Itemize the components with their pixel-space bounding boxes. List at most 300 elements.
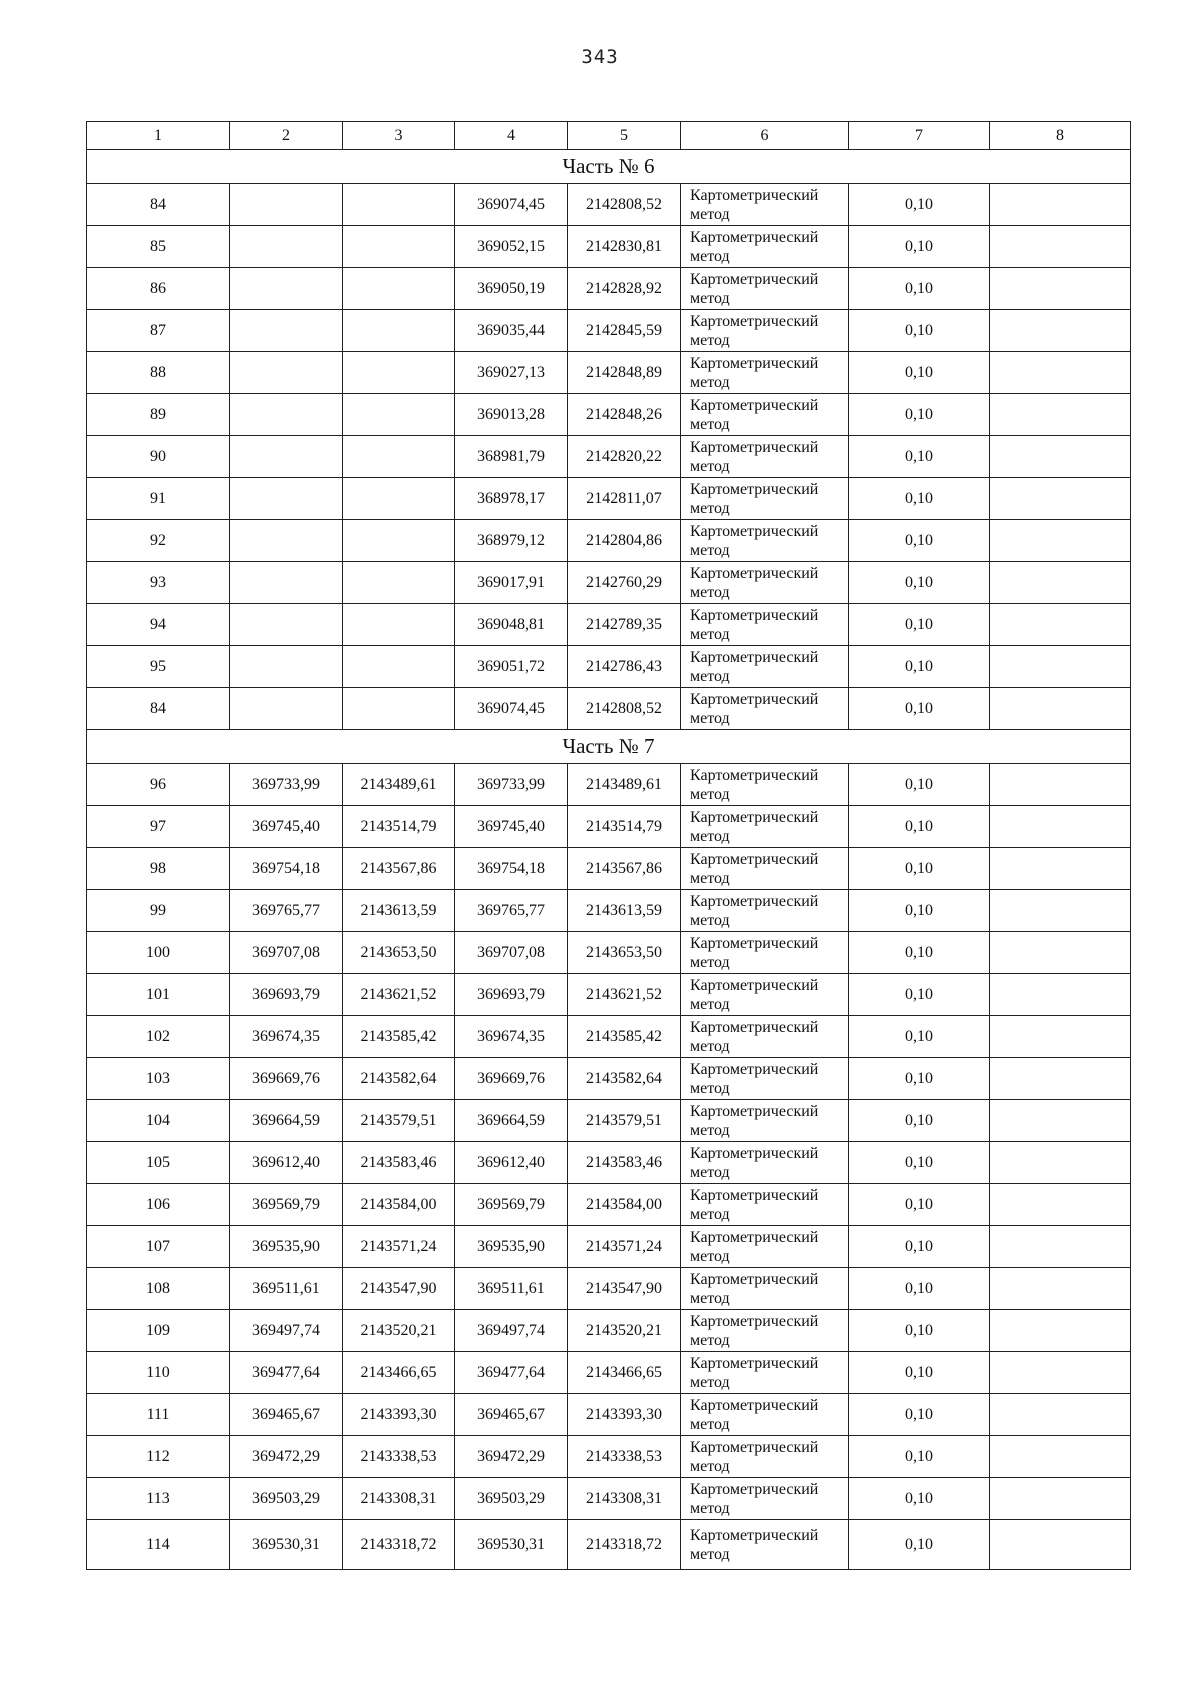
- y-new-cell: 2142828,92: [568, 268, 681, 310]
- point-number-cell: 110: [87, 1352, 230, 1394]
- x-new-cell: 368979,12: [455, 520, 568, 562]
- method-line-1: Картометрический: [690, 1354, 819, 1372]
- x-new-cell: 369472,29: [455, 1436, 568, 1478]
- method-cell: [681, 604, 849, 646]
- x-old-cell: [230, 226, 343, 268]
- point-number-cell: 114: [87, 1520, 230, 1570]
- y-old-cell: 2143514,79: [343, 806, 455, 848]
- method-line-2: метод: [690, 1037, 730, 1055]
- y-new-cell: 2143613,59: [568, 890, 681, 932]
- y-old-cell: 2143583,46: [343, 1142, 455, 1184]
- table-row: [87, 646, 1131, 688]
- accuracy-cell: 0,10: [849, 974, 990, 1016]
- note-cell: [990, 890, 1131, 932]
- table-row: [87, 688, 1131, 730]
- x-new-cell: 369707,08: [455, 932, 568, 974]
- method-line-2: метод: [690, 827, 730, 845]
- point-number-cell: 112: [87, 1436, 230, 1478]
- point-number-cell: 86: [87, 268, 230, 310]
- x-new-cell: 369765,77: [455, 890, 568, 932]
- note-cell: [990, 1394, 1131, 1436]
- accuracy-cell: 0,10: [849, 1478, 990, 1520]
- method-line-2: метод: [690, 373, 730, 391]
- accuracy-cell: 0,10: [849, 226, 990, 268]
- method-line-1: Картометрический: [690, 564, 819, 582]
- method-line-1: Картометрический: [690, 934, 819, 952]
- method-line-1: Картометрический: [690, 892, 819, 910]
- accuracy-cell: 0,10: [849, 1058, 990, 1100]
- point-number-cell: 84: [87, 688, 230, 730]
- method-cell: [681, 520, 849, 562]
- y-new-cell: 2143585,42: [568, 1016, 681, 1058]
- x-old-cell: 369511,61: [230, 1268, 343, 1310]
- x-new-cell: 369050,19: [455, 268, 568, 310]
- y-new-cell: 2143489,61: [568, 764, 681, 806]
- method-cell: [681, 310, 849, 352]
- x-old-cell: 369612,40: [230, 1142, 343, 1184]
- method-line-1: Картометрический: [690, 690, 819, 708]
- note-cell: [990, 1310, 1131, 1352]
- table-row: [87, 268, 1131, 310]
- x-old-cell: 369669,76: [230, 1058, 343, 1100]
- y-new-cell: 2142848,26: [568, 394, 681, 436]
- y-old-cell: 2143579,51: [343, 1100, 455, 1142]
- x-old-cell: [230, 436, 343, 478]
- method-line-1: Картометрический: [690, 480, 819, 498]
- accuracy-cell: 0,10: [849, 268, 990, 310]
- y-old-cell: [343, 184, 455, 226]
- y-old-cell: [343, 646, 455, 688]
- method-line-2: метод: [690, 1205, 730, 1223]
- note-cell: [990, 1268, 1131, 1310]
- note-cell: [990, 1100, 1131, 1142]
- x-new-cell: 369530,31: [455, 1520, 568, 1570]
- point-number-cell: 98: [87, 848, 230, 890]
- section-header-row: [87, 730, 1131, 764]
- method-cell: [681, 268, 849, 310]
- note-cell: [990, 1520, 1131, 1570]
- x-old-cell: [230, 310, 343, 352]
- x-old-cell: [230, 352, 343, 394]
- table-row: [87, 1520, 1131, 1570]
- x-old-cell: [230, 478, 343, 520]
- method-cell: [681, 1058, 849, 1100]
- table-body: [87, 122, 1131, 1570]
- method-line-1: Картометрический: [690, 1526, 819, 1544]
- point-number-cell: 88: [87, 352, 230, 394]
- method-line-2: метод: [690, 625, 730, 643]
- note-cell: [990, 1016, 1131, 1058]
- accuracy-cell: 0,10: [849, 1184, 990, 1226]
- method-line-2: метод: [690, 1457, 730, 1475]
- method-cell: [681, 1100, 849, 1142]
- x-new-cell: 369074,45: [455, 184, 568, 226]
- x-old-cell: [230, 184, 343, 226]
- x-old-cell: 369707,08: [230, 932, 343, 974]
- method-cell: [681, 848, 849, 890]
- table-row: [87, 1268, 1131, 1310]
- x-new-cell: 369664,59: [455, 1100, 568, 1142]
- table-row: [87, 1310, 1131, 1352]
- y-new-cell: 2143584,00: [568, 1184, 681, 1226]
- method-line-2: метод: [690, 869, 730, 887]
- y-new-cell: 2142848,89: [568, 352, 681, 394]
- note-cell: [990, 1058, 1131, 1100]
- x-old-cell: 369530,31: [230, 1520, 343, 1570]
- method-cell: [681, 890, 849, 932]
- x-new-cell: 369017,91: [455, 562, 568, 604]
- note-cell: [990, 604, 1131, 646]
- table-row: [87, 1352, 1131, 1394]
- x-new-cell: 369465,67: [455, 1394, 568, 1436]
- x-new-cell: 369477,64: [455, 1352, 568, 1394]
- method-line-1: Картометрический: [690, 808, 819, 826]
- y-old-cell: [343, 520, 455, 562]
- method-line-1: Картометрический: [690, 1102, 819, 1120]
- method-cell: [681, 764, 849, 806]
- table-row: [87, 1100, 1131, 1142]
- method-cell: [681, 352, 849, 394]
- method-line-2: метод: [690, 457, 730, 475]
- accuracy-cell: 0,10: [849, 806, 990, 848]
- x-old-cell: 369497,74: [230, 1310, 343, 1352]
- table-row: [87, 1436, 1131, 1478]
- note-cell: [990, 394, 1131, 436]
- accuracy-cell: 0,10: [849, 890, 990, 932]
- method-line-1: Картометрический: [690, 1396, 819, 1414]
- accuracy-cell: 0,10: [849, 1226, 990, 1268]
- note-cell: [990, 436, 1131, 478]
- x-old-cell: 369503,29: [230, 1478, 343, 1520]
- note-cell: [990, 806, 1131, 848]
- point-number-cell: 102: [87, 1016, 230, 1058]
- column-number: 7: [849, 122, 990, 150]
- y-new-cell: 2142786,43: [568, 646, 681, 688]
- accuracy-cell: 0,10: [849, 1142, 990, 1184]
- accuracy-cell: 0,10: [849, 1100, 990, 1142]
- note-cell: [990, 520, 1131, 562]
- point-number-cell: 104: [87, 1100, 230, 1142]
- method-line-2: метод: [690, 1289, 730, 1307]
- table-row: [87, 890, 1131, 932]
- method-line-1: Картометрический: [690, 766, 819, 784]
- point-number-cell: 89: [87, 394, 230, 436]
- x-new-cell: 369754,18: [455, 848, 568, 890]
- method-cell: [681, 1184, 849, 1226]
- method-line-1: Картометрический: [690, 850, 819, 868]
- table-row: [87, 1184, 1131, 1226]
- x-new-cell: 369674,35: [455, 1016, 568, 1058]
- point-number-cell: 100: [87, 932, 230, 974]
- y-new-cell: 2143582,64: [568, 1058, 681, 1100]
- x-old-cell: 369472,29: [230, 1436, 343, 1478]
- note-cell: [990, 688, 1131, 730]
- column-number: 1: [87, 122, 230, 150]
- table-row: [87, 226, 1131, 268]
- x-old-cell: [230, 562, 343, 604]
- accuracy-cell: 0,10: [849, 1268, 990, 1310]
- accuracy-cell: 0,10: [849, 352, 990, 394]
- note-cell: [990, 1226, 1131, 1268]
- note-cell: [990, 1184, 1131, 1226]
- x-old-cell: 369745,40: [230, 806, 343, 848]
- point-number-cell: 106: [87, 1184, 230, 1226]
- point-number-cell: 96: [87, 764, 230, 806]
- x-new-cell: 369693,79: [455, 974, 568, 1016]
- accuracy-cell: 0,10: [849, 1016, 990, 1058]
- y-old-cell: [343, 436, 455, 478]
- method-line-2: метод: [690, 583, 730, 601]
- accuracy-cell: 0,10: [849, 848, 990, 890]
- method-line-2: метод: [690, 1121, 730, 1139]
- method-cell: [681, 688, 849, 730]
- method-cell: [681, 226, 849, 268]
- x-new-cell: 369051,72: [455, 646, 568, 688]
- x-old-cell: 369733,99: [230, 764, 343, 806]
- method-cell: [681, 1310, 849, 1352]
- x-old-cell: [230, 520, 343, 562]
- note-cell: [990, 646, 1131, 688]
- x-new-cell: 369535,90: [455, 1226, 568, 1268]
- accuracy-cell: 0,10: [849, 688, 990, 730]
- point-number-cell: 111: [87, 1394, 230, 1436]
- accuracy-cell: 0,10: [849, 436, 990, 478]
- method-line-1: Картометрический: [690, 186, 819, 204]
- method-line-2: метод: [690, 1331, 730, 1349]
- y-new-cell: 2143653,50: [568, 932, 681, 974]
- accuracy-cell: 0,10: [849, 394, 990, 436]
- column-number: 3: [343, 122, 455, 150]
- method-line-2: метод: [690, 709, 730, 727]
- note-cell: [990, 1142, 1131, 1184]
- accuracy-cell: 0,10: [849, 1394, 990, 1436]
- method-line-2: метод: [690, 995, 730, 1013]
- x-new-cell: 369669,76: [455, 1058, 568, 1100]
- point-number-cell: 94: [87, 604, 230, 646]
- method-line-1: Картометрический: [690, 1270, 819, 1288]
- x-new-cell: 368981,79: [455, 436, 568, 478]
- method-line-1: Картометрический: [690, 1228, 819, 1246]
- y-old-cell: [343, 478, 455, 520]
- x-new-cell: 369733,99: [455, 764, 568, 806]
- method-cell: [681, 1478, 849, 1520]
- note-cell: [990, 1478, 1131, 1520]
- method-line-2: метод: [690, 415, 730, 433]
- method-cell: [681, 1226, 849, 1268]
- point-number-cell: 84: [87, 184, 230, 226]
- y-new-cell: 2142789,35: [568, 604, 681, 646]
- method-line-2: метод: [690, 785, 730, 803]
- y-old-cell: 2143520,21: [343, 1310, 455, 1352]
- y-new-cell: 2143583,46: [568, 1142, 681, 1184]
- method-line-2: метод: [690, 1079, 730, 1097]
- table-row: [87, 352, 1131, 394]
- method-cell: [681, 436, 849, 478]
- method-line-1: Картометрический: [690, 354, 819, 372]
- accuracy-cell: 0,10: [849, 604, 990, 646]
- table-row: [87, 764, 1131, 806]
- method-line-1: Картометрический: [690, 1144, 819, 1162]
- accuracy-cell: 0,10: [849, 646, 990, 688]
- y-old-cell: [343, 604, 455, 646]
- x-new-cell: 369497,74: [455, 1310, 568, 1352]
- y-new-cell: 2142760,29: [568, 562, 681, 604]
- note-cell: [990, 1436, 1131, 1478]
- y-new-cell: 2142845,59: [568, 310, 681, 352]
- method-cell: [681, 478, 849, 520]
- y-new-cell: 2142820,22: [568, 436, 681, 478]
- column-number: 8: [990, 122, 1131, 150]
- method-cell: [681, 1268, 849, 1310]
- y-new-cell: 2142808,52: [568, 184, 681, 226]
- x-old-cell: [230, 268, 343, 310]
- method-line-1: Картометрический: [690, 976, 819, 994]
- method-line-2: метод: [690, 289, 730, 307]
- point-number-cell: 109: [87, 1310, 230, 1352]
- x-new-cell: 369745,40: [455, 806, 568, 848]
- x-new-cell: 369511,61: [455, 1268, 568, 1310]
- method-line-1: Картометрический: [690, 438, 819, 456]
- page-number: 343: [581, 46, 619, 68]
- y-new-cell: 2143318,72: [568, 1520, 681, 1570]
- accuracy-cell: 0,10: [849, 1352, 990, 1394]
- point-number-cell: 92: [87, 520, 230, 562]
- method-cell: [681, 932, 849, 974]
- point-number-cell: 95: [87, 646, 230, 688]
- point-number-cell: 85: [87, 226, 230, 268]
- method-line-1: Картометрический: [690, 1018, 819, 1036]
- accuracy-cell: 0,10: [849, 520, 990, 562]
- y-old-cell: [343, 268, 455, 310]
- accuracy-cell: 0,10: [849, 562, 990, 604]
- method-cell: [681, 1520, 849, 1570]
- y-new-cell: 2143338,53: [568, 1436, 681, 1478]
- table-row: [87, 848, 1131, 890]
- y-old-cell: 2143547,90: [343, 1268, 455, 1310]
- y-new-cell: 2142804,86: [568, 520, 681, 562]
- x-new-cell: 369052,15: [455, 226, 568, 268]
- point-number-cell: 108: [87, 1268, 230, 1310]
- y-new-cell: 2143308,31: [568, 1478, 681, 1520]
- method-line-2: метод: [690, 247, 730, 265]
- note-cell: [990, 310, 1131, 352]
- table-row: [87, 1394, 1131, 1436]
- note-cell: [990, 974, 1131, 1016]
- note-cell: [990, 352, 1131, 394]
- method-line-2: метод: [690, 1415, 730, 1433]
- method-cell: [681, 1352, 849, 1394]
- method-line-1: Картометрический: [690, 312, 819, 330]
- note-cell: [990, 268, 1131, 310]
- x-old-cell: 369664,59: [230, 1100, 343, 1142]
- accuracy-cell: 0,10: [849, 1520, 990, 1570]
- y-old-cell: [343, 562, 455, 604]
- column-number: 4: [455, 122, 568, 150]
- x-old-cell: 369693,79: [230, 974, 343, 1016]
- table-row: [87, 604, 1131, 646]
- y-old-cell: [343, 310, 455, 352]
- point-number-cell: 87: [87, 310, 230, 352]
- table-row: [87, 436, 1131, 478]
- table-row: [87, 1058, 1131, 1100]
- method-line-2: метод: [690, 1545, 730, 1563]
- column-number-row: [87, 122, 1131, 150]
- method-line-2: метод: [690, 1373, 730, 1391]
- method-line-2: метод: [690, 205, 730, 223]
- method-cell: [681, 394, 849, 436]
- y-old-cell: 2143584,00: [343, 1184, 455, 1226]
- y-old-cell: 2143653,50: [343, 932, 455, 974]
- y-new-cell: 2143514,79: [568, 806, 681, 848]
- method-line-1: Картометрический: [690, 1438, 819, 1456]
- method-cell: [681, 1436, 849, 1478]
- point-number-cell: 93: [87, 562, 230, 604]
- x-old-cell: 369535,90: [230, 1226, 343, 1268]
- method-line-1: Картометрический: [690, 648, 819, 666]
- method-line-2: метод: [690, 1499, 730, 1517]
- x-new-cell: 369035,44: [455, 310, 568, 352]
- table-row: [87, 932, 1131, 974]
- method-line-2: метод: [690, 499, 730, 517]
- coordinates-table: [86, 121, 1131, 1570]
- x-new-cell: 369013,28: [455, 394, 568, 436]
- x-new-cell: 369048,81: [455, 604, 568, 646]
- note-cell: [990, 184, 1131, 226]
- table-row: [87, 974, 1131, 1016]
- y-new-cell: 2143621,52: [568, 974, 681, 1016]
- x-new-cell: 369027,13: [455, 352, 568, 394]
- method-line-1: Картометрический: [690, 270, 819, 288]
- point-number-cell: 99: [87, 890, 230, 932]
- y-old-cell: [343, 394, 455, 436]
- y-new-cell: 2142830,81: [568, 226, 681, 268]
- x-new-cell: 368978,17: [455, 478, 568, 520]
- accuracy-cell: 0,10: [849, 310, 990, 352]
- x-old-cell: 369465,67: [230, 1394, 343, 1436]
- method-line-1: Картометрический: [690, 1480, 819, 1498]
- accuracy-cell: 0,10: [849, 764, 990, 806]
- y-new-cell: 2143547,90: [568, 1268, 681, 1310]
- point-number-cell: 103: [87, 1058, 230, 1100]
- table-row: [87, 310, 1131, 352]
- method-cell: [681, 974, 849, 1016]
- column-number: 6: [681, 122, 849, 150]
- table-row: [87, 394, 1131, 436]
- x-old-cell: 369674,35: [230, 1016, 343, 1058]
- x-new-cell: 369503,29: [455, 1478, 568, 1520]
- method-cell: [681, 184, 849, 226]
- method-line-1: Картометрический: [690, 522, 819, 540]
- y-new-cell: 2143579,51: [568, 1100, 681, 1142]
- note-cell: [990, 932, 1131, 974]
- x-old-cell: 369569,79: [230, 1184, 343, 1226]
- note-cell: [990, 226, 1131, 268]
- method-line-1: Картометрический: [690, 228, 819, 246]
- x-old-cell: [230, 646, 343, 688]
- y-new-cell: 2143393,30: [568, 1394, 681, 1436]
- y-old-cell: 2143466,65: [343, 1352, 455, 1394]
- point-number-cell: 91: [87, 478, 230, 520]
- y-new-cell: 2143520,21: [568, 1310, 681, 1352]
- table-row: [87, 1142, 1131, 1184]
- method-cell: [681, 562, 849, 604]
- section-title: Часть № 7: [87, 730, 1131, 764]
- y-old-cell: 2143489,61: [343, 764, 455, 806]
- method-line-2: метод: [690, 953, 730, 971]
- method-line-1: Картометрический: [690, 396, 819, 414]
- column-number: 5: [568, 122, 681, 150]
- x-old-cell: 369477,64: [230, 1352, 343, 1394]
